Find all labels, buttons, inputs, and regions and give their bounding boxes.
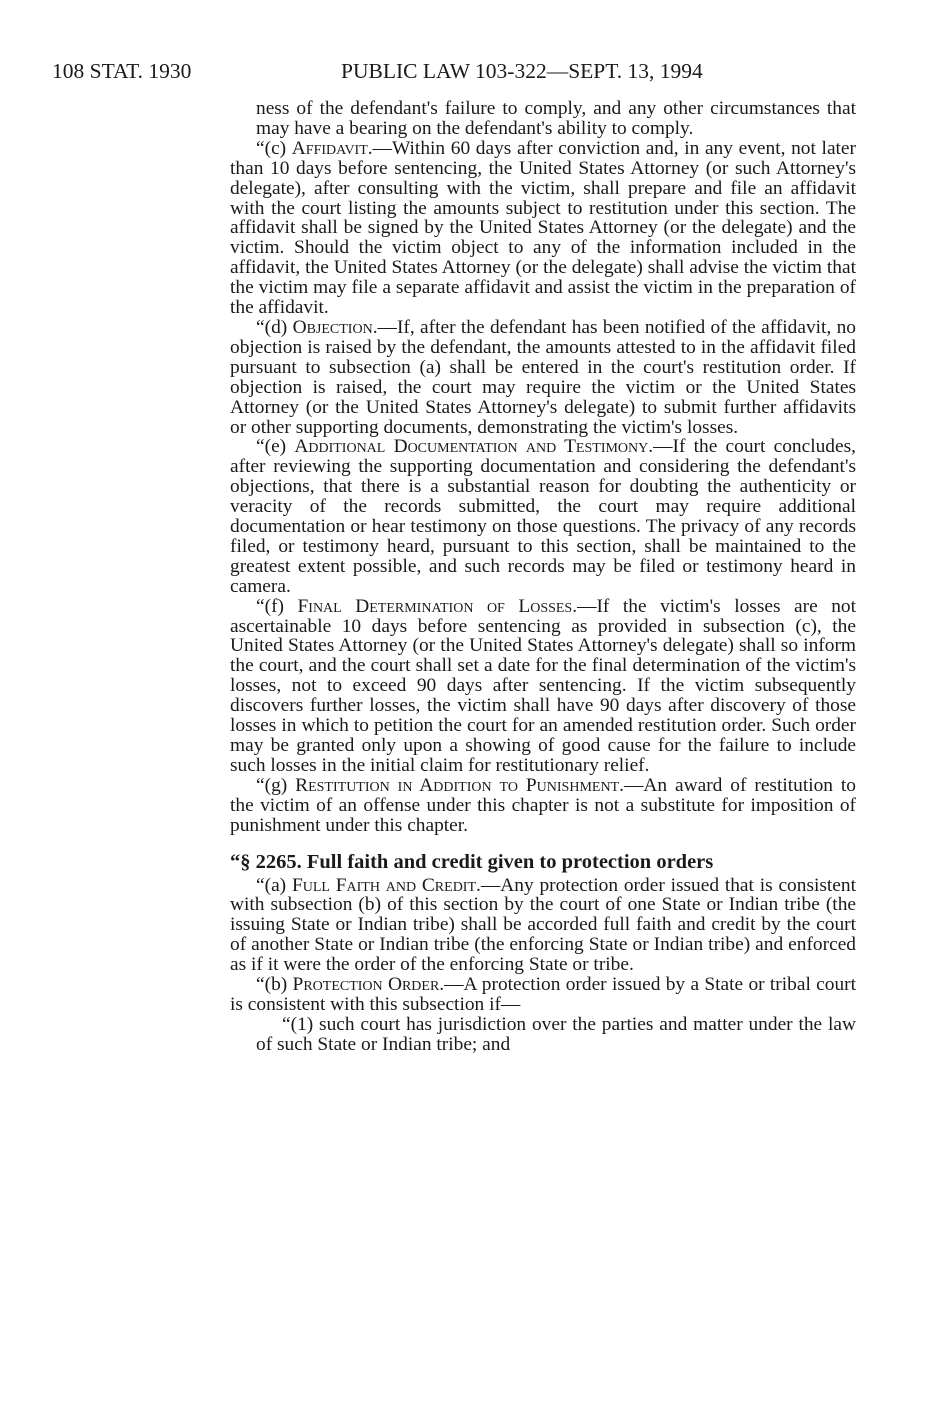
statute-page-number: 108 STAT. 1930 (52, 59, 192, 83)
subsection-c-text: —Within 60 days after conviction and, in any event, not later than 10 days before sentencing, the United States Attorney (or such Attorney's delegate), after consulting with the victim, shall prepare and file an affidavit with the court listing the amounts subject to restitution under this section. The affidavit shall be signed by the United States Attorney (or the delegate) and the victim. Should the victim object to any of the information included in the affidavit, the United States Attorney (or the delegate) shall advise the victim that the victim may file a separate affidavit and assist the victim in the preparation of the affidavit. (230, 137, 856, 319)
subsection-f-open: “(f) (256, 595, 298, 617)
subsection-e-heading: Additional Documentation and Testimony. (294, 436, 654, 458)
subsection-a-open: “(a) (256, 874, 292, 896)
public-law-title: PUBLIC LAW 103-322—SEPT. 13, 1994 (341, 59, 703, 83)
subsection-a-heading: Full Faith and Credit. (291, 874, 481, 896)
subsection-g (230, 776, 856, 836)
subsection-g-open: “(g) (256, 774, 296, 796)
section-2265-heading: “§ 2265. Full faith and credit given to protection orders (230, 850, 714, 873)
subsection-e (230, 437, 856, 596)
subsection-f (230, 597, 856, 776)
paragraph-b1: “(1) such court has jurisdiction over the parties and matter under the law of such State or Indian tribe; and (256, 1013, 856, 1055)
document-body (230, 99, 856, 1055)
subsection-b-text: —A protection order issued by a State or tribal court is consistent with this subsection if— (230, 974, 856, 1015)
subsection-b-heading: Protection Order. (292, 974, 445, 996)
subsection-d-text: —If, after the defendant has been notified of the affidavit, no objection is raised by the defendant, the amounts attested to in the affidavit filed pursuant to subsection (a) shall be entered in the court's restitution order. If objection is raised, the court may require the victim or the United States Attorney (or the United States Attorney's delegate) to submit further affidavits or other supporting documents, demonstrating the victim's losses. (230, 316, 856, 438)
subsection-e-text: —If the court concludes, after reviewing the supporting documentation and considering the defendant's objections, that there is a substantial reason for doubting the authenticity or veracity of the records submitted, the court may require additional documentation or hear testimony on those questions. The privacy of any records filed, or testimony heard, pursuant to this section, shall be maintained to the greatest extent possible, and such records may be filed or testimony heard in camera. (230, 436, 856, 597)
subsection-d-heading: Objection. (292, 316, 378, 338)
subsection-f-text: —If the victim's losses are not ascertainable 10 days before sentencing as provided in subsection (c), the United States Attorney (or the United States Attorney's delegate) shall so inform the court, and the court shall set a date for the final determination of the victim's losses, not to exceed 90 days after sentencing. If the victim subsequently discovers further losses, the victim shall have 90 days after discovery of those losses in which to petition the court for an amended restitution order. Such order may be granted only upon a showing of good cause for the failure to include such losses in the initial claim for restitutionary relief. (230, 595, 856, 776)
subsection-g-text: —An award of restitution to the victim of an offense under this chapter is not a substitute for imposition of punishment under this chapter. (230, 774, 857, 836)
subsection-b-open: “(b) (256, 974, 293, 996)
subsection-c (230, 139, 856, 318)
subsection-f-heading: Final Determination of Losses. (297, 595, 578, 617)
subsection-b (230, 975, 856, 1015)
subsection-d-open: “(d) (256, 316, 293, 338)
subsection-c-heading: Affidavit. (291, 137, 373, 159)
continued-paragraph: ness of the defendant's failure to comply, and any other circumstances that may have a bearing on the defendant's ability to comply. (256, 98, 856, 139)
subsection-d (230, 318, 856, 437)
subsection-c-open: “(c) (256, 137, 292, 159)
subsection-e-open: “(e) (256, 436, 295, 458)
subsection-a-text: —Any protection order issued that is consistent with subsection (b) of this section by the court of one State or Indian tribe (the issuing State or Indian tribe) shall be accorded full faith and credit by the court of another State or Indian tribe (the enforcing State or Indian tribe) and enforced as if it were the order of the enforcing State or tribe. (230, 874, 857, 976)
subsection-g-heading: Restitution in Addition to Punishment. (295, 774, 624, 796)
subsection-a (230, 876, 856, 976)
